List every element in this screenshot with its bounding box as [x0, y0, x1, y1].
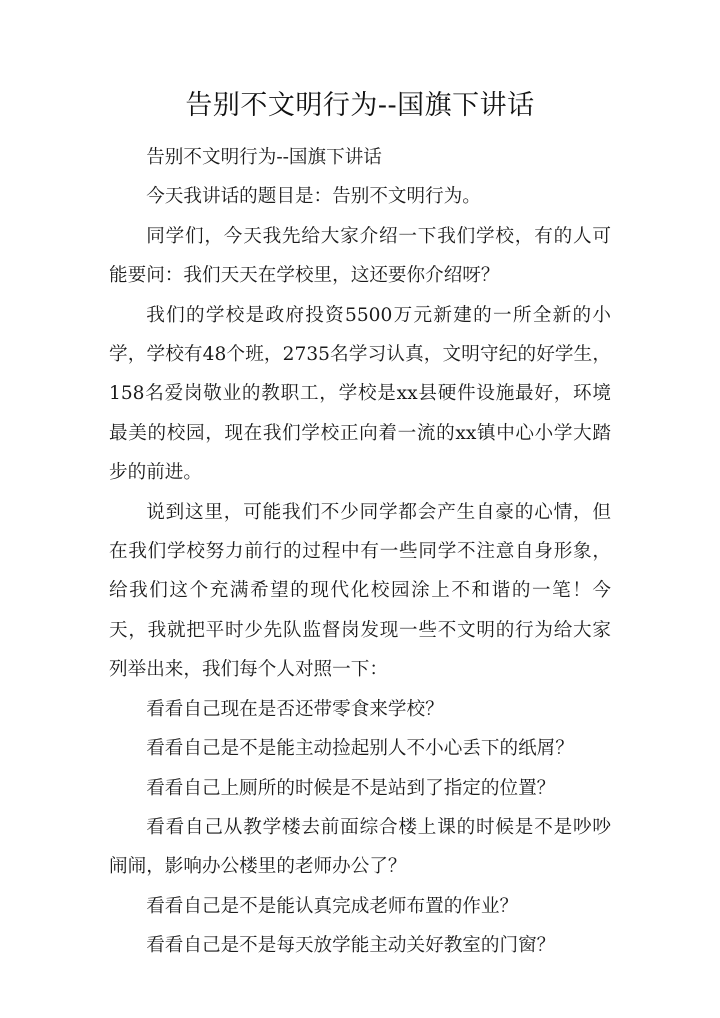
- paragraph-intro: 同学们，今天我先给大家介绍一下我们学校，有的人可能要问：我们天天在学校里，这还要你介绍呀？: [109, 225, 611, 287]
- paragraph-uncivil-behavior: 说到这里，可能我们不少同学都会产生自豪的心情，但在我们学校努力前行的过程中有一些同学不注意自身形象，给我们这个充满希望的现代化校园涂上不和谐的一笔！今天，我就把平时少先队监督岗发现一些不文明的行为给大家列举出来，我们每个人对照一下：: [109, 501, 611, 681]
- paragraph-subtitle: 告别不文明行为--国旗下讲话: [146, 147, 382, 168]
- checklist-item: 看看自己是不是每天放学能主动关好教室的门窗？: [146, 935, 556, 957]
- checklist-item: 看看自己从教学楼去前面综合楼上课的时候是不是吵吵闹闹，影响办公楼里的老师办公了？: [109, 816, 611, 878]
- paragraph-topic: 今天我讲话的题目是：告别不文明行为。: [146, 186, 481, 208]
- checklist-item: 看看自己现在是否还带零食来学校？: [146, 698, 444, 720]
- checklist-item: 看看自己是不是能认真完成老师布置的作业？: [146, 895, 519, 917]
- document-title: 告别不文明行为--国旗下讲话: [185, 90, 535, 121]
- paragraph-school-info: 我们的学校是政府投资5500万元新建的一所全新的小学，学校有48个班，2735名学习认真，文明守纪的好学生，158名爱岗敬业的教职工，学校是xx县硬件设施最好，环境最美的校园，现在我们学校正向着一流的xx镇中心小学大踏步的前进。: [109, 304, 611, 484]
- checklist-item: 看看自己上厕所的时候是不是站到了指定的位置？: [146, 777, 556, 799]
- checklist-item: 看看自己是不是能主动捡起别人不小心丢下的纸屑？: [146, 738, 574, 760]
- document-body: [109, 138, 611, 966]
